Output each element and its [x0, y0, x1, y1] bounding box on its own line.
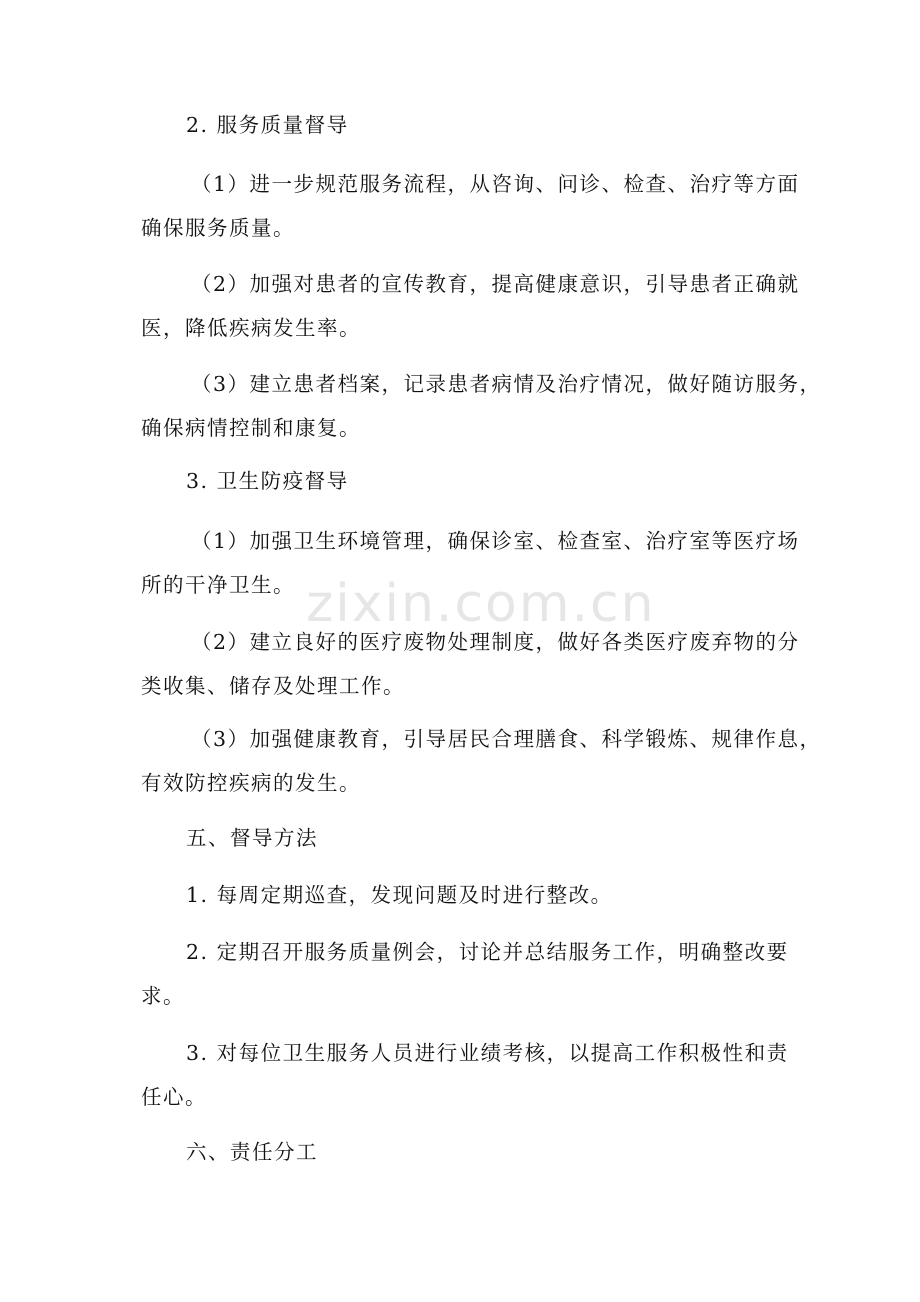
paragraph-line: 1. 每周定期巡查，发现问题及时进行整改。: [186, 883, 613, 907]
paragraph-patient-records: [0, 362, 920, 450]
paragraph-line: （2）建立良好的医疗废物处理制度，做好各类医疗废弃物的分: [191, 630, 800, 654]
paragraph-line: 确保病情控制和康复。: [141, 416, 361, 440]
paragraph-line: （1）进一步规范服务流程，从咨询、问诊、检查、治疗等方面: [191, 172, 800, 196]
paragraph-environment: [0, 519, 920, 607]
paragraph-line: 3. 对每位卫生服务人员进行业绩考核，以提高工作积极性和责: [186, 1041, 789, 1065]
paragraph-health-education: [0, 717, 920, 805]
paragraph-performance-review: [0, 1031, 920, 1119]
paragraph-line: 3. 卫生防疫督导: [186, 469, 349, 493]
paragraph-line: （1）加强卫生环境管理，确保诊室、检查室、治疗室等医疗场: [191, 529, 800, 553]
paragraph-line: （3）建立患者档案，记录患者病情及治疗情况，做好随访服务，: [191, 372, 822, 396]
paragraph-line: （2）加强对患者的宣传教育，提高健康意识，引导患者正确就: [191, 272, 800, 296]
paragraph-line: 类收集、储存及处理工作。: [141, 674, 405, 698]
heading-supervision-methods: [0, 816, 920, 860]
paragraph-patient-education: [0, 262, 920, 350]
paragraph-line: 六、责任分工: [186, 1140, 318, 1164]
paragraph-quality-meetings: [0, 930, 920, 1018]
watermark: zixin.com.cn: [306, 574, 656, 634]
paragraph-line: 求。: [141, 984, 185, 1008]
heading-service-quality: [0, 103, 920, 147]
paragraph-service-process: [0, 162, 920, 250]
paragraph-line: 2. 服务质量督导: [186, 113, 349, 137]
paragraph-weekly-inspection: [0, 873, 920, 917]
paragraph-line: 2. 定期召开服务质量例会，讨论并总结服务工作，明确整改要: [186, 940, 789, 964]
heading-epidemic-prevention: [0, 459, 920, 503]
paragraph-line: 确保服务质量。: [141, 216, 295, 240]
heading-responsibility-division: [0, 1130, 920, 1174]
paragraph-line: 医，降低疾病发生率。: [141, 316, 361, 340]
paragraph-line: 有效防控疾病的发生。: [141, 771, 361, 795]
paragraph-line: （3）加强健康教育，引导居民合理膳食、科学锻炼、规律作息，: [191, 727, 822, 751]
paragraph-line: 所的干净卫生。: [141, 573, 295, 597]
paragraph-medical-waste: [0, 620, 920, 708]
paragraph-line: 五、督导方法: [186, 826, 318, 850]
paragraph-line: 任心。: [141, 1085, 207, 1109]
